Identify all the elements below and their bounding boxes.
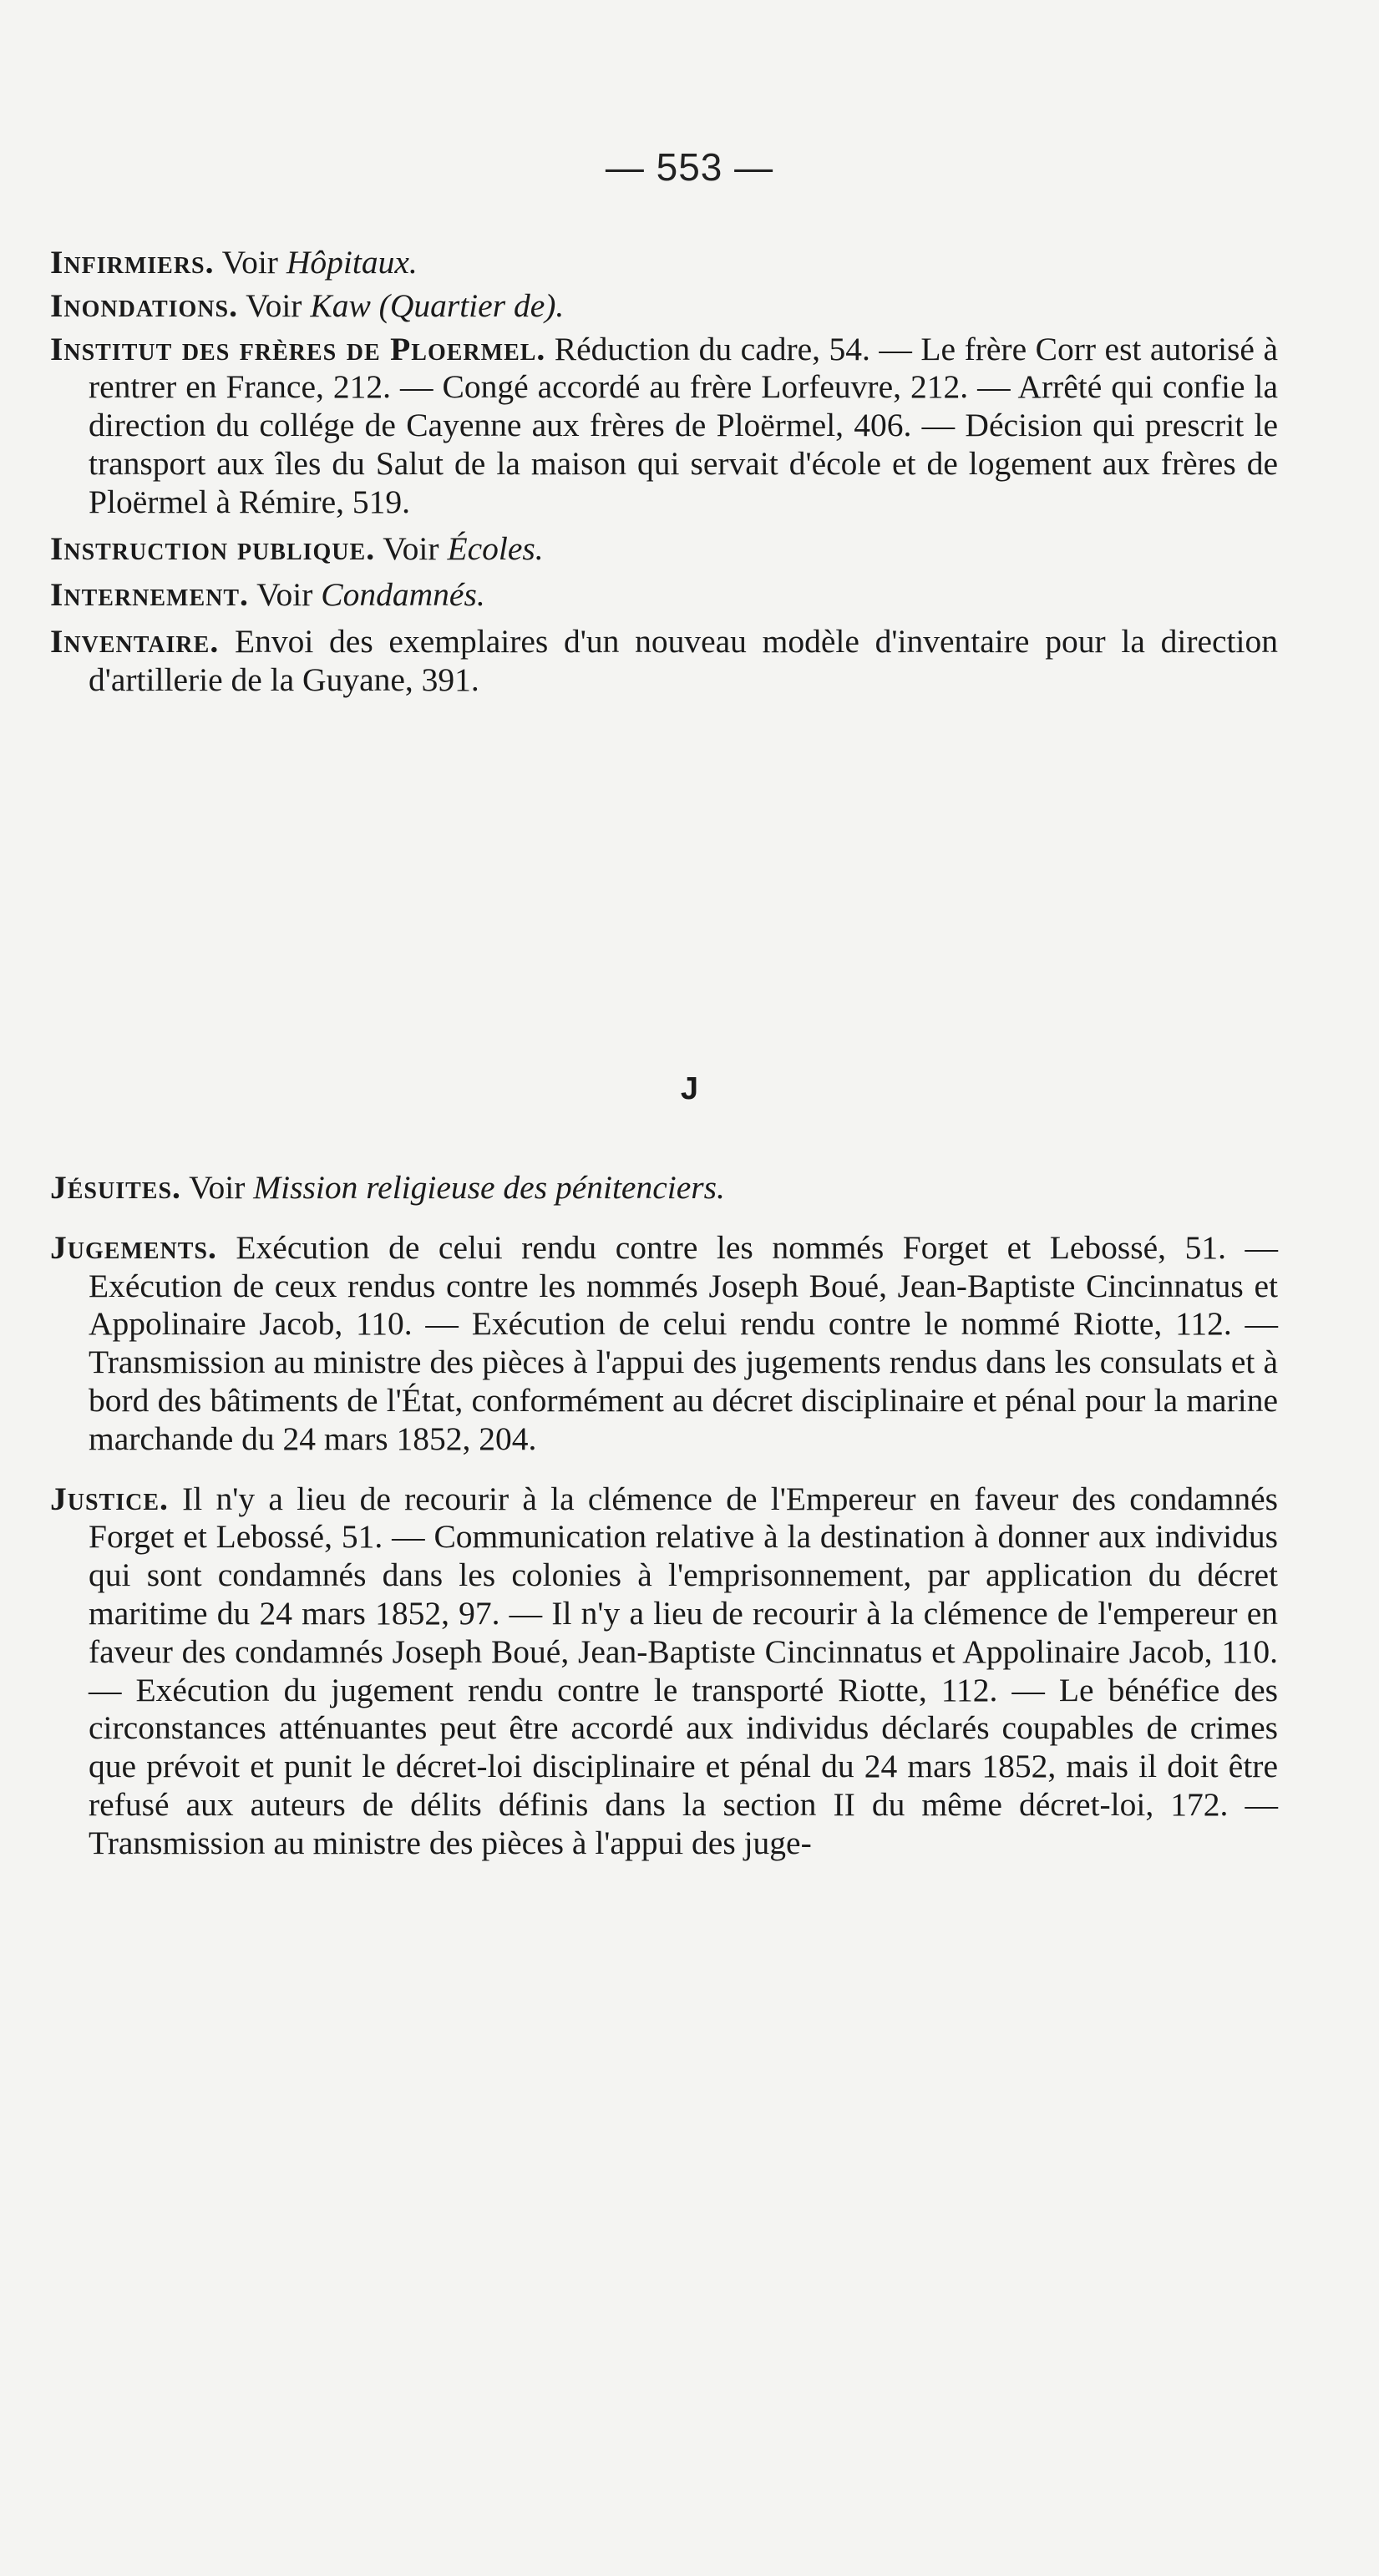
index-entry xyxy=(50,287,1278,326)
entry-headword: Justice. xyxy=(50,1480,169,1517)
entry-reference: Hôpitaux. xyxy=(286,244,418,281)
entry-text: Voir xyxy=(375,529,448,567)
entry-headword: Instruction publique. xyxy=(50,529,376,567)
index-entry xyxy=(50,331,1278,522)
entry-headword: Internement. xyxy=(50,576,249,614)
entry-reference: Condamnés. xyxy=(321,576,485,614)
entry-headword: Jugements. xyxy=(50,1228,217,1266)
entry-headword: Inventaire. xyxy=(50,623,220,660)
entry-headword: Jésuites. xyxy=(50,1169,181,1206)
entry-text: Voir xyxy=(214,244,286,281)
entry-text: Réduction du cadre, 54. — Le frère Corr est autorisé à rentrer en France, 212. — Congé accordé au frère Lorfeuvre, 212. — Arrêté qui confie la direction du collége de Cayenne aux frères de Ploërmel, 406. — Décision qui prescrit le transport aux îles du Salut de la maison qui servait d'école et de logement aux frères de Ploërmel à Rémire, 519. xyxy=(89,330,1278,520)
entry-headword: Institut des frères de Ploermel. xyxy=(50,330,546,367)
entry-reference: Kaw (Quartier de). xyxy=(310,286,565,324)
index-entry xyxy=(50,576,1278,615)
entry-text: Voir xyxy=(180,1169,254,1206)
entry-headword: Inondations. xyxy=(50,286,238,324)
page-number: — 553 — xyxy=(605,145,774,189)
index-entry xyxy=(50,530,1278,569)
index-entry xyxy=(50,623,1278,700)
index-entry xyxy=(50,244,1278,282)
entry-reference: Mission religieuse des pénitenciers. xyxy=(253,1169,725,1206)
entry-text: Il n'y a lieu de recourir à la clémence de l'Empereur en faveur des condamnés Forget et Lebossé, 51. — Communication relative à la destination à donner aux individus qui sont condamnés dans les colonies à l'emprisonnement, par application du décret maritime du 24 mars 1852, 97. — Il n'y a lieu de recourir à la clémence de l'empereur en faveur des condamnés Joseph Boué, Jean-Baptiste Cincinnatus et Appolinaire Jacob, 110. — Exécution du jugement rendu contre le transporté Riotte, 112. — Le bénéfice des circonstances atténuantes peut être accordé aux individus déclarés coupables de crimes que prévoit et punit le décret-loi disciplinaire et pénal du 24 mars 1852, mais il doit être refusé aux auteurs de délits définis dans la section II du même décret-loi, 172. — Transmission au ministre des pièces à l'appui des juge- xyxy=(89,1480,1278,1861)
letter-heading: J xyxy=(680,1071,699,1106)
entry-text: Envoi des exemplaires d'un nouveau modèle d'inventaire pour la direction d'artillerie de la Guyane, 391. xyxy=(89,623,1278,698)
index-entry xyxy=(50,1169,1278,1207)
entry-headword: Infirmiers. xyxy=(50,244,215,281)
index-entry xyxy=(50,1229,1278,1459)
entry-reference: Écoles. xyxy=(447,529,544,567)
entry-text: Voir xyxy=(248,576,322,614)
index-entries-j xyxy=(50,1169,1278,1863)
index-entry xyxy=(50,1480,1278,1863)
index-entries-i xyxy=(50,244,1278,700)
entry-text: Exécution de celui rendu contre les nommés Forget et Lebossé, 51. — Exécution de ceux rendus contre les nommés Joseph Boué, Jean-Baptiste Cincinnatus et Appolinaire Jacob, 110. — Exécution de celui rendu contre le nommé Riotte, 112. — Transmission au ministre des pièces à l'appui des jugements rendus dans les consulats et à bord des bâtiments de l'État, conformément au décret disciplinaire et pénal pour la marine marchande du 24 mars 1852, 204. xyxy=(89,1228,1278,1457)
entry-text: Voir xyxy=(237,286,311,324)
